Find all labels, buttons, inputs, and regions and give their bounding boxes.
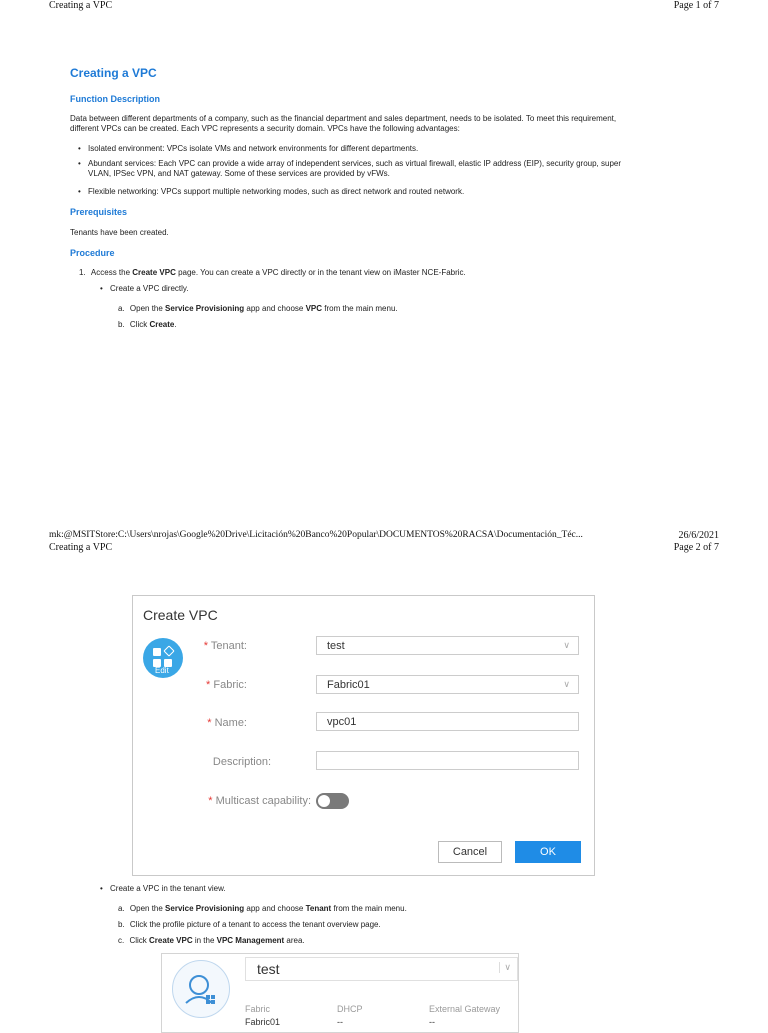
- fabric-value: Fabric01: [327, 679, 370, 691]
- name-label-text: Name:: [214, 717, 247, 729]
- required-mark: *: [206, 679, 211, 691]
- step-marker: a.: [118, 304, 125, 313]
- step-marker: a.: [118, 904, 125, 913]
- advantage-item: • Abundant services: Each VPC can provide a wide array of independent services, such as virtual firewall, elastic IP address (EIP), security group, super: [88, 159, 621, 169]
- step-bold: VPC: [305, 304, 323, 313]
- page1-footer-path: mk:@MSITStore:C:\Users\nrojas\Google%20Drive\Licitación%20Banco%20Popular\DOCUMENTOS%20RACSA\Documentación_Téc...: [49, 530, 583, 540]
- description-label: Description:: [212, 756, 271, 768]
- sub-bullet-tenant: • Create a VPC in the tenant view.: [110, 884, 226, 894]
- step-text: Click: [129, 320, 150, 329]
- step-text: Open the: [129, 904, 166, 913]
- tenant-step-b: [118, 920, 381, 930]
- step-bold: Create: [149, 320, 175, 329]
- tenant-name-select[interactable]: [245, 957, 518, 981]
- step-text: app and choose: [244, 904, 306, 913]
- step-number: 1.: [79, 268, 86, 277]
- chevron-down-icon: ∨: [563, 679, 570, 689]
- name-input[interactable]: [316, 712, 579, 731]
- step-bold: Create VPC: [149, 936, 193, 945]
- required-mark: *: [203, 640, 209, 652]
- name-label: [137, 717, 247, 729]
- user-icon: [173, 961, 229, 1017]
- tenant-name: test: [257, 961, 280, 977]
- step-text: from the main menu.: [322, 304, 398, 313]
- step-text: Click the profile picture of a tenant to access the tenant overview page.: [129, 920, 381, 929]
- dhcp-column-header: DHCP: [337, 1004, 363, 1014]
- step-text-pre: Access the: [90, 268, 133, 277]
- tenant-card: [161, 953, 519, 1033]
- step-text: in the: [192, 936, 217, 945]
- fabric-select[interactable]: [316, 675, 579, 694]
- section-prerequisites: Prerequisites: [70, 207, 128, 217]
- tenant-step-a: [118, 904, 407, 914]
- fabric-label-text: Fabric:: [213, 679, 247, 691]
- external-gateway-column-value: --: [429, 1017, 435, 1027]
- prereq-text: Tenants have been created.: [70, 228, 169, 237]
- page1-footer-date: 26/6/2021: [678, 530, 719, 541]
- external-gateway-column-header: External Gateway: [429, 1004, 501, 1014]
- chevron-down-icon: ∨: [499, 962, 511, 973]
- multicast-toggle[interactable]: [316, 793, 349, 809]
- step-bold: Service Provisioning: [165, 904, 245, 913]
- step-text-bold: Create VPC: [132, 268, 176, 277]
- advantage-item: • Isolated environment: VPCs isolate VMs and network environments for different departments.: [88, 144, 418, 154]
- sub-bullet-direct: • Create a VPC directly.: [110, 284, 189, 294]
- step-text: area.: [284, 936, 305, 945]
- step-marker: c.: [118, 936, 125, 945]
- multicast-label: [191, 795, 311, 807]
- step-text: .: [174, 320, 177, 329]
- page1-header-left: Creating a VPC: [49, 0, 113, 11]
- step-text: Open the: [129, 304, 166, 313]
- tenant-step-c: [118, 936, 305, 946]
- dhcp-column-value: --: [337, 1017, 343, 1027]
- name-value: vpc01: [327, 716, 357, 728]
- step-text: from the main menu.: [331, 904, 407, 913]
- tenant-label-text: Tenant:: [210, 640, 247, 652]
- step-marker: b.: [118, 320, 125, 329]
- step-bold: Service Provisioning: [165, 304, 245, 313]
- tenant-label: [137, 640, 247, 652]
- step-1: [79, 268, 466, 278]
- step-text-post: page. You can create a VPC directly or in the tenant view on iMaster NCE-Fabric.: [175, 268, 466, 277]
- step-text: Click: [129, 936, 150, 945]
- ok-button[interactable]: OK: [515, 841, 581, 863]
- tenant-value: test: [327, 640, 345, 652]
- description-input[interactable]: [316, 751, 579, 770]
- page1-header-right: Page 1 of 7: [673, 0, 719, 11]
- create-vpc-dialog: [132, 595, 595, 876]
- fabric-label: [137, 679, 247, 691]
- required-mark: *: [208, 795, 213, 807]
- fabric-column-header: Fabric: [245, 1004, 271, 1014]
- cancel-button[interactable]: Cancel: [438, 841, 502, 863]
- dialog-title: Create VPC: [143, 607, 218, 623]
- intro-line-1: Data between different departments of a company, such as the financial department and sales department, needs to be isolated. To meet this requirement,: [70, 114, 617, 123]
- fabric-column-value: Fabric01: [245, 1017, 281, 1027]
- direct-step-a: [118, 304, 398, 314]
- section-procedure: Procedure: [70, 248, 115, 258]
- edit-icon-label: Edit: [155, 666, 169, 675]
- chevron-down-icon: ∨: [563, 640, 570, 650]
- required-mark: *: [207, 717, 212, 729]
- tenant-avatar[interactable]: [172, 960, 230, 1018]
- step-bold: VPC Management: [216, 936, 285, 945]
- toggle-knob: [318, 795, 330, 807]
- direct-step-b: [118, 320, 177, 330]
- page-title: Creating a VPC: [70, 66, 157, 80]
- step-text: app and choose: [244, 304, 306, 313]
- step-bold: Tenant: [305, 904, 332, 913]
- page2-header-left: Creating a VPC: [49, 542, 113, 553]
- advantage-item: • Flexible networking: VPCs support multiple networking modes, such as direct network and routed network.: [88, 187, 464, 197]
- intro-line-2: different VPCs can be created. Each VPC represents a security domain. VPCs have the following advantages:: [70, 124, 460, 133]
- tenant-select[interactable]: [316, 636, 579, 655]
- step-marker: b.: [118, 920, 125, 929]
- page2-header-right: Page 2 of 7: [673, 542, 719, 553]
- advantage-item-cont: VLAN, IPSec VPN, and NAT gateway. Some of these services are provided by vFWs.: [88, 169, 390, 178]
- multicast-label-text: Multicast capability:: [215, 795, 311, 807]
- section-function-description: Function Description: [70, 94, 160, 104]
